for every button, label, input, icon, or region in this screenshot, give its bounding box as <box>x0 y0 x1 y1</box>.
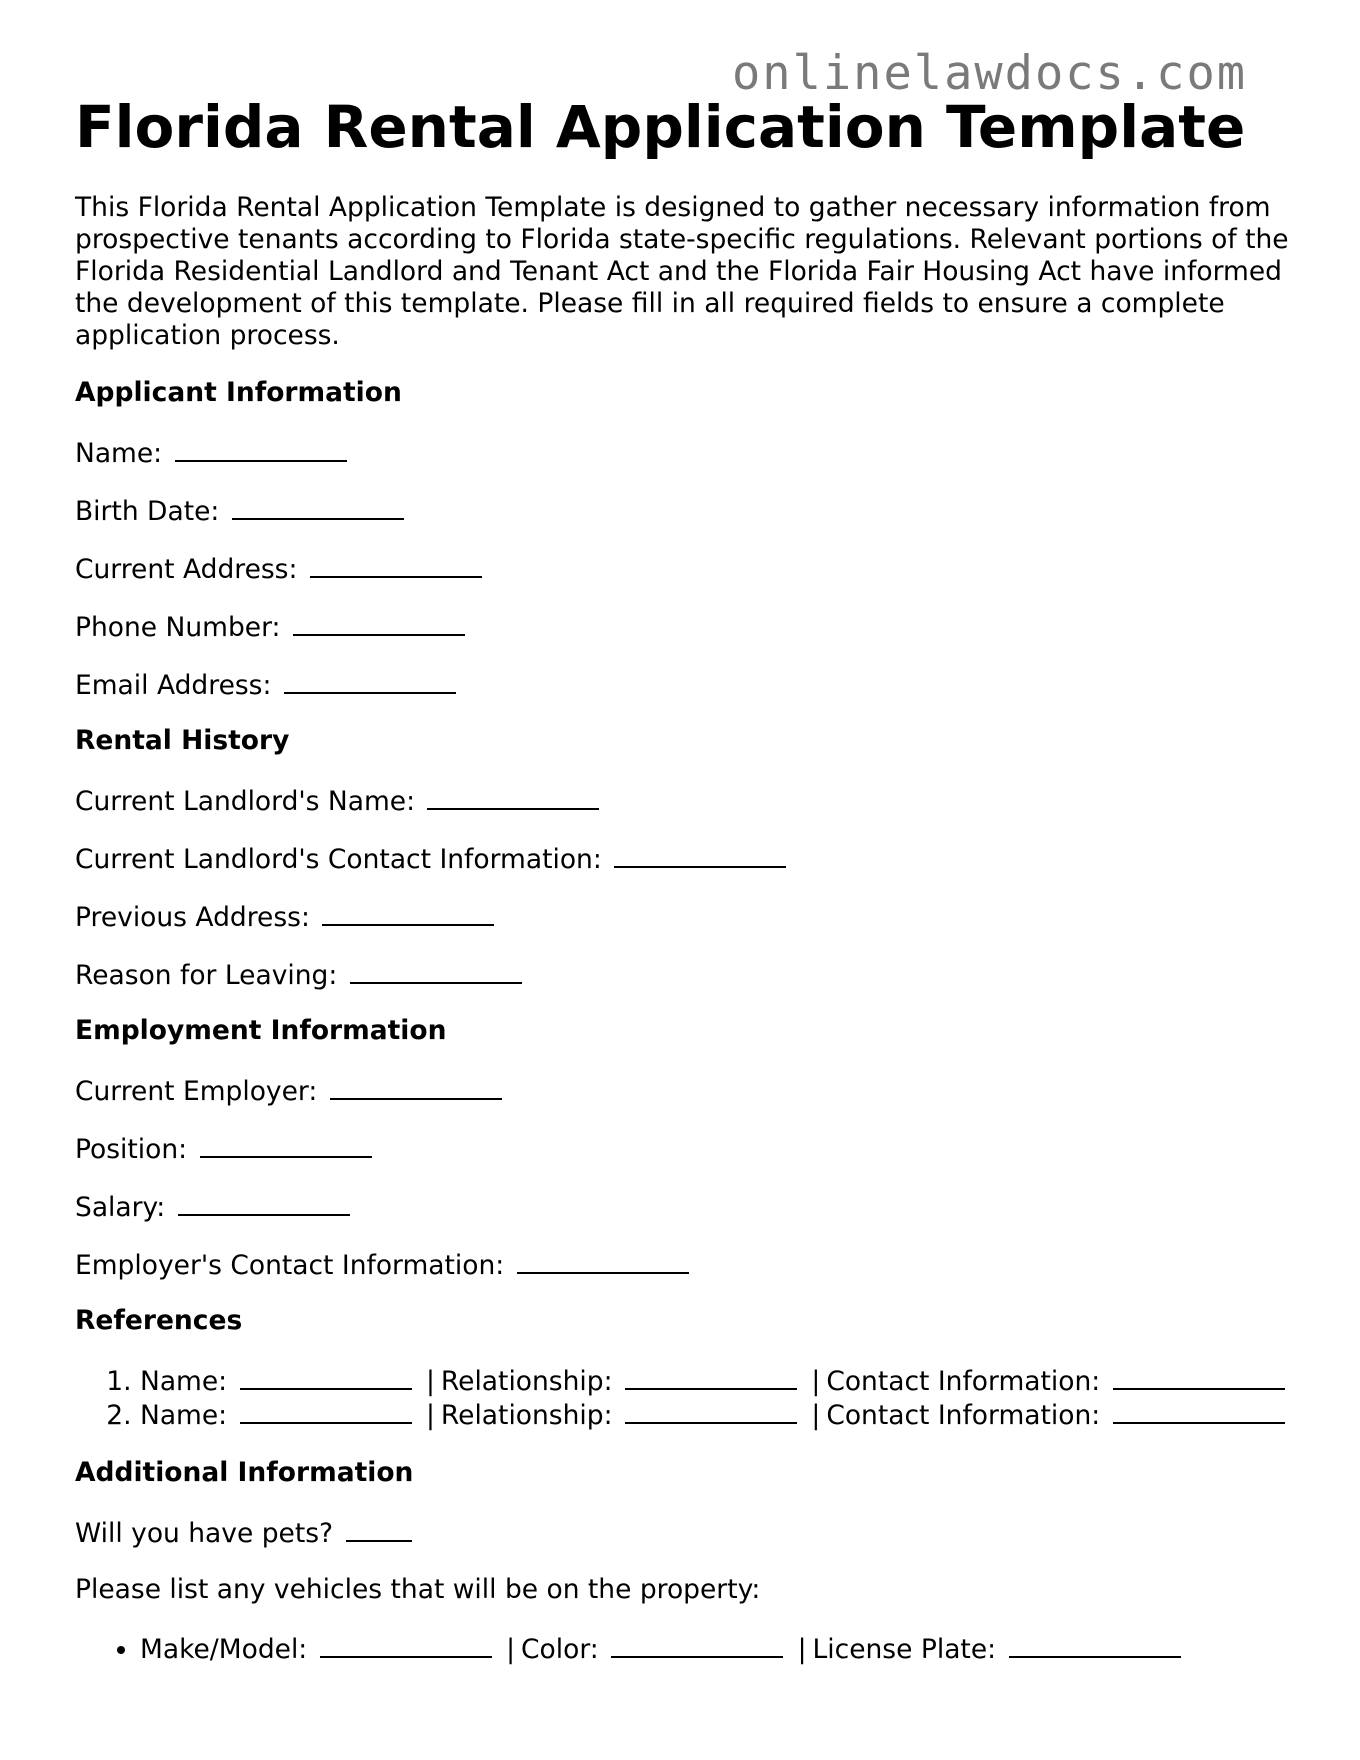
references-list <box>75 1338 1290 1432</box>
vehicle-item <box>140 1632 1290 1666</box>
field-label: Email Address: <box>75 670 272 701</box>
field-position <box>75 1106 1290 1164</box>
blank-line[interactable] <box>240 1364 412 1390</box>
section-heading-references: References <box>75 1305 243 1336</box>
blank-line[interactable] <box>175 436 347 462</box>
blank-line[interactable] <box>346 1516 412 1542</box>
field-label: Employer's Contact Information: <box>75 1250 505 1281</box>
blank-line[interactable] <box>232 494 404 520</box>
field-label: Reason for Leaving: <box>75 960 338 991</box>
blank-line[interactable] <box>1009 1632 1181 1658</box>
reference-item <box>140 1364 1290 1398</box>
field-label: Make/Model: <box>140 1634 308 1665</box>
vehicles-prompt: Please list any vehicles that will be on the property: <box>75 1574 761 1605</box>
blank-line[interactable] <box>240 1398 412 1424</box>
field-label: Relationship: <box>440 1366 613 1397</box>
blank-line[interactable] <box>625 1398 797 1424</box>
separator: | <box>811 1366 821 1397</box>
separator: | <box>506 1634 516 1665</box>
field-label: Phone Number: <box>75 612 281 643</box>
field-label: Current Landlord's Name: <box>75 786 416 817</box>
field-email-address <box>75 642 1290 700</box>
section-heading-rental-history: Rental History <box>75 725 290 756</box>
field-phone-number <box>75 584 1290 642</box>
blank-line[interactable] <box>322 900 494 926</box>
blank-line[interactable] <box>611 1632 783 1658</box>
section-heading-applicant: Applicant Information <box>75 377 402 408</box>
field-label: Salary: <box>75 1192 166 1223</box>
blank-line[interactable] <box>320 1632 492 1658</box>
separator: | <box>797 1634 807 1665</box>
reference-item <box>140 1398 1290 1432</box>
section-heading-employment: Employment Information <box>75 1015 447 1046</box>
blank-line[interactable] <box>284 668 456 694</box>
field-landlord-contact <box>75 816 1290 874</box>
field-landlord-name <box>75 758 1290 816</box>
field-label: Color: <box>521 1634 599 1665</box>
blank-line[interactable] <box>517 1248 689 1274</box>
blank-line[interactable] <box>1113 1364 1285 1390</box>
separator: | <box>811 1400 821 1431</box>
field-label: License Plate: <box>812 1634 997 1665</box>
blank-line[interactable] <box>310 552 482 578</box>
document-body <box>75 92 1290 1666</box>
field-name <box>75 410 1290 468</box>
blank-line[interactable] <box>427 784 599 810</box>
field-current-employer <box>75 1048 1290 1106</box>
blank-line[interactable] <box>178 1190 350 1216</box>
field-label: Previous Address: <box>75 902 310 933</box>
vehicles-list <box>75 1606 1290 1666</box>
field-label: Name: <box>140 1366 228 1397</box>
field-salary <box>75 1164 1290 1222</box>
field-pets <box>75 1490 1290 1548</box>
blank-line[interactable] <box>330 1074 502 1100</box>
blank-line[interactable] <box>614 842 786 868</box>
intro-paragraph: This Florida Rental Application Template is designed to gather necessary information from prospective tenants according to Florida state-specific regulations. Relevant portions of the Florida Residential Landlord and Tenant Act and the Florida Fair Housing Act have informed the development of this template. Please fill in all required fields to ensure a complete application process. <box>75 192 1289 351</box>
blank-line[interactable] <box>350 958 522 984</box>
field-label: Current Employer: <box>75 1076 318 1107</box>
field-label: Name: <box>140 1400 228 1431</box>
field-previous-address <box>75 874 1290 932</box>
field-reason-leaving <box>75 932 1290 990</box>
field-label: Current Landlord's Contact Information: <box>75 844 602 875</box>
field-label: Name: <box>75 438 163 469</box>
field-label: Contact Information: <box>826 1366 1101 1397</box>
watermark: onlinelawdocs.com <box>732 46 1248 101</box>
field-label: Current Address: <box>75 554 298 585</box>
field-label: Position: <box>75 1134 188 1165</box>
blank-line[interactable] <box>200 1132 372 1158</box>
blank-line[interactable] <box>293 610 465 636</box>
separator: | <box>425 1400 435 1431</box>
blank-line[interactable] <box>625 1364 797 1390</box>
section-heading-additional: Additional Information <box>75 1457 414 1488</box>
field-label: Contact Information: <box>826 1400 1101 1431</box>
field-current-address <box>75 526 1290 584</box>
field-label: Will you have pets? <box>75 1518 334 1549</box>
page-title: Florida Rental Application Template <box>75 93 1246 161</box>
field-label: Birth Date: <box>75 496 220 527</box>
field-label: Relationship: <box>440 1400 613 1431</box>
separator: | <box>425 1366 435 1397</box>
field-birth-date <box>75 468 1290 526</box>
field-employer-contact <box>75 1222 1290 1280</box>
blank-line[interactable] <box>1113 1398 1285 1424</box>
